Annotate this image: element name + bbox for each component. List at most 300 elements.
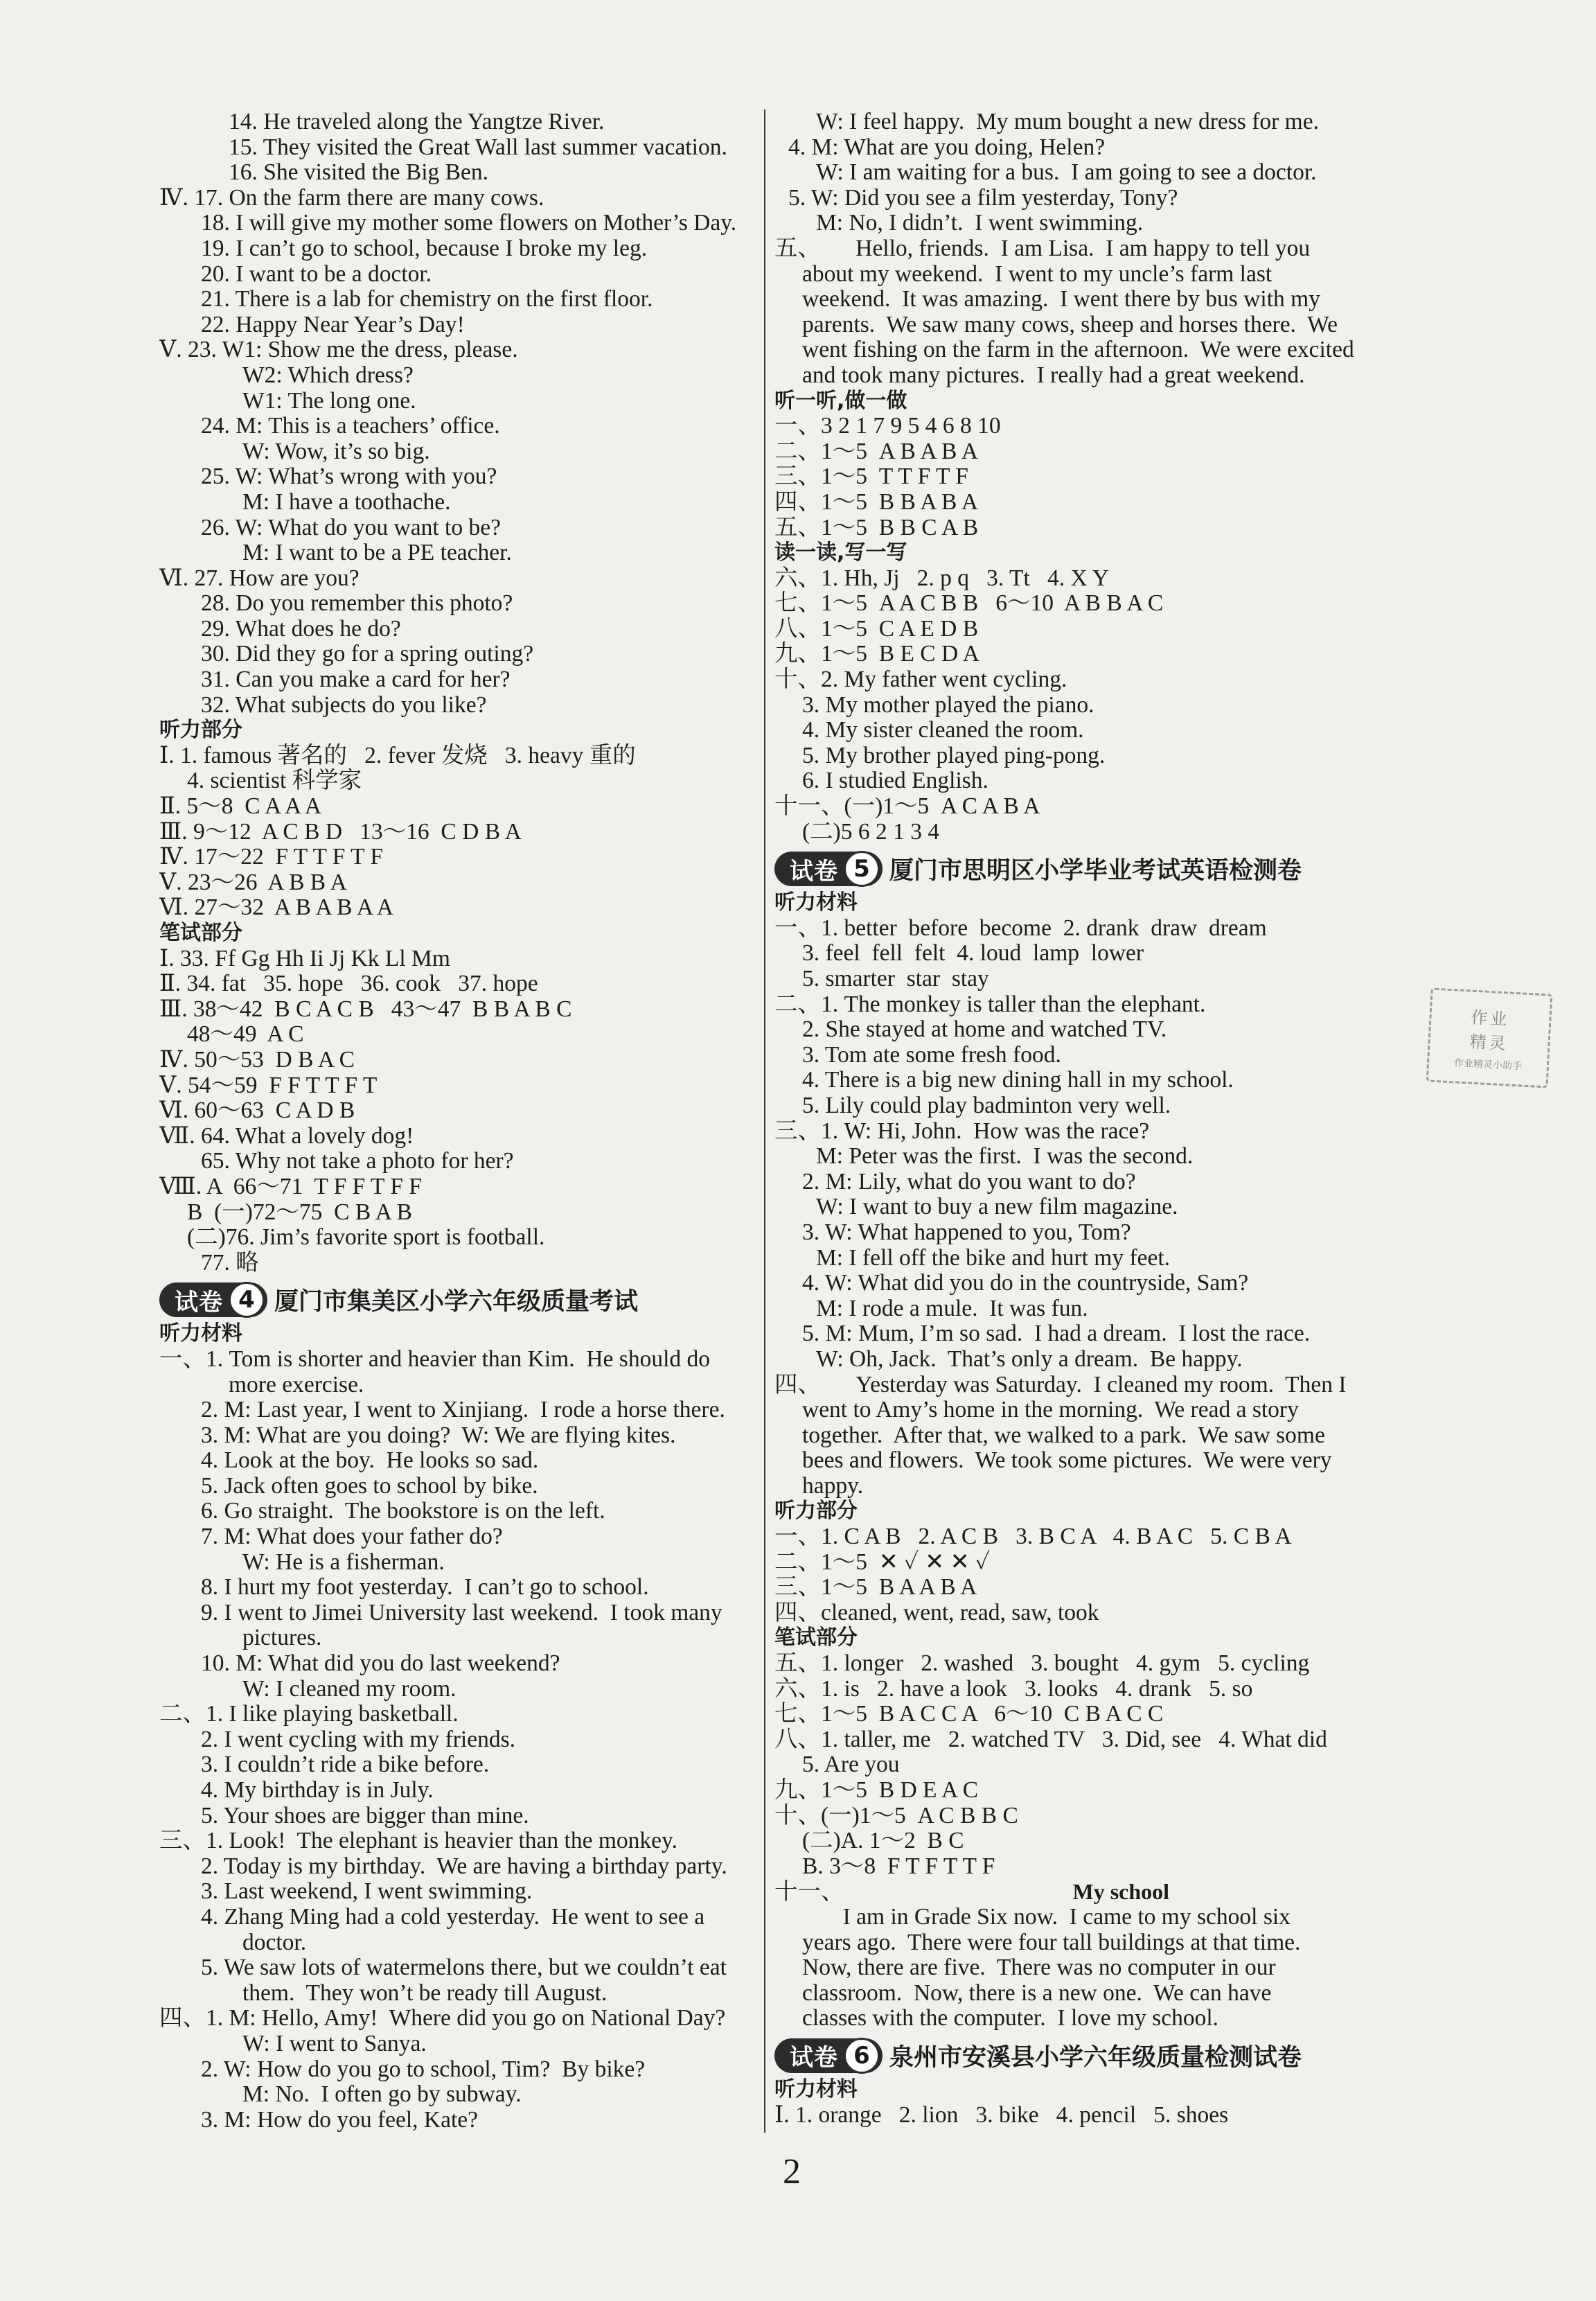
answer-line-text: doctor.: [242, 1930, 307, 1955]
answer-line-text: M: I have a toothache.: [242, 489, 451, 515]
section-heading: 笔试部分: [774, 1625, 858, 1650]
answer-line: [159, 1854, 759, 1880]
answer-line: [159, 262, 759, 288]
answer-line-text: 3. Tom ate some fresh food.: [802, 1042, 1061, 1068]
answer-line-text: W: I went to Sanya.: [242, 2031, 427, 2056]
answer-line: [774, 2006, 1436, 2031]
answer-line: [774, 186, 1436, 211]
stamp-line-2: 精灵: [1469, 1032, 1509, 1054]
answer-line-text: 14. He traveled along the Yangtze River.: [229, 109, 605, 134]
answer-line-text: years ago. There were four tall buildings at that time.: [802, 1930, 1301, 1955]
answer-line: [159, 768, 759, 794]
answer-line-text: W: He is a fisherman.: [242, 1549, 445, 1575]
answer-line-text: 22. Happy Near Year’s Day!: [201, 312, 465, 337]
answer-line: [774, 1651, 1436, 1677]
answer-line-text: bees and flowers. We took some pictures. We were very: [802, 1448, 1332, 1474]
answer-line-text: 五、1. longer 2. washed 3. bought 4. gym 5. cycling: [774, 1651, 1310, 1677]
answer-line: [774, 1955, 1436, 1981]
answer-line-text: 6. I studied English.: [802, 768, 988, 794]
answer-line: [159, 971, 759, 997]
answer-line-text: classroom. Now, there is a new one. We can have: [802, 1980, 1272, 2006]
answer-line-text: together. After that, we walked to a park. We saw some: [802, 1422, 1325, 1448]
answer-line: [774, 1727, 1436, 1753]
answer-line: [159, 211, 759, 236]
answer-line: [159, 794, 759, 820]
answer-line-text: 3. M: What are you doing? W: We are flying kites.: [201, 1422, 676, 1448]
section-heading: 听力材料: [774, 890, 858, 915]
answer-line-text: pictures.: [242, 1625, 322, 1651]
answer-line-text: 5. Are you: [802, 1752, 900, 1778]
answer-line-text: 2. Today is my birthday. We are having a birthday party.: [201, 1853, 727, 1879]
answer-line: [774, 1702, 1436, 1727]
answer-line: [159, 1727, 759, 1753]
answer-line: [159, 1778, 759, 1804]
answer-line-text: 4. Zhang Ming had a cold yesterday. He went to see a: [201, 1904, 705, 1930]
section-heading: 听力材料: [159, 1321, 242, 1346]
answer-line-text: Ⅶ. 64. What a lovely dog!: [159, 1123, 414, 1149]
answer-line-text: 8. I hurt my foot yesterday. I can’t go to school.: [201, 1575, 649, 1601]
answer-line-text: 十、2. My father went cycling.: [774, 667, 1067, 693]
answer-line-text: more exercise.: [229, 1372, 364, 1398]
answer-line: [774, 312, 1436, 338]
answer-line-text: W: Wow, it’s so big.: [242, 439, 430, 464]
test-section-banner: [159, 1280, 759, 1320]
stamp-line-3: 作业精灵小助手: [1453, 1057, 1523, 1073]
test-section-banner: [774, 2036, 1436, 2076]
answer-line: [159, 414, 759, 439]
watermark-stamp: [1426, 987, 1553, 1088]
answer-line: [159, 1174, 759, 1200]
answer-line: [159, 1225, 759, 1251]
answer-line-text: 26. W: What do you want to be?: [201, 515, 501, 540]
answer-line-text: 7. M: What does your father do?: [201, 1524, 503, 1550]
answer-line-text: 三、1. Look! The elephant is heavier than the monkey.: [159, 1828, 677, 1854]
answer-line: [774, 1398, 1436, 1423]
section-heading: 听力部分: [159, 718, 242, 743]
test-badge: [774, 852, 883, 886]
answer-line: [774, 743, 1436, 769]
answer-line: [774, 1854, 1436, 1880]
answer-line: [159, 1423, 759, 1449]
answer-line-text: went fishing on the farm in the afternoon. We were excited: [802, 337, 1354, 363]
answer-line: [774, 1828, 1436, 1854]
answer-line: [774, 1321, 1436, 1347]
page-number: 2: [783, 2152, 801, 2192]
answer-line-text: 5. Jack often goes to school by bike.: [201, 1473, 538, 1499]
answer-line-text: 5. W: Did you see a film yesterday, Tony?: [788, 185, 1178, 211]
answer-line: [159, 895, 759, 921]
answer-line: [159, 566, 759, 592]
answer-line-text: 4. Look at the boy. He looks so sad.: [201, 1448, 539, 1474]
answer-line: [774, 1677, 1436, 1702]
answer-line-text: 十一、: [774, 1879, 844, 1905]
test-title: 厦门市思明区小学毕业考试英语检测卷: [889, 857, 1302, 885]
answer-line: [159, 1981, 759, 2007]
answer-line: [159, 1048, 759, 1073]
answer-line: [774, 1220, 1436, 1246]
answer-line: [159, 1651, 759, 1677]
answer-line: [159, 540, 759, 566]
answer-line: [774, 1043, 1436, 1068]
answer-line: [159, 2006, 759, 2031]
answer-line-text: parents. We saw many cows, sheep and horses there. We: [802, 312, 1338, 337]
answer-line: [159, 1347, 759, 1373]
answer-line: [774, 1524, 1436, 1550]
answer-line-text: 三、1～5 B A A B A: [774, 1575, 977, 1601]
answer-line-text: 15. They visited the Great Wall last summer vacation.: [229, 134, 727, 160]
answer-line-text: Ⅱ. 5～8 C A A A: [159, 794, 322, 820]
answer-line-text: 5. My brother played ping-pong.: [802, 743, 1106, 768]
answer-line: [774, 820, 1436, 845]
answer-line-text: 29. What does he do?: [201, 616, 401, 642]
answer-line-text: 十一、(一)1～5 A C A B A: [774, 794, 1040, 820]
answer-line: [774, 1296, 1436, 1322]
answer-line-text: 5. We saw lots of watermelons there, but we couldn’t eat: [201, 1955, 727, 1981]
answer-line: [774, 1271, 1436, 1296]
test-number-circle: 6: [844, 2038, 880, 2074]
answer-line-text: 三、1～5 T T F T F: [774, 464, 968, 490]
answer-line: [774, 490, 1436, 515]
answer-line-text: Ⅵ. 60～63 C A D B: [159, 1098, 355, 1124]
answer-line-text: them. They won’t be ready till August.: [242, 1980, 608, 2006]
section-heading: 读一读,写一写: [774, 540, 907, 565]
answer-line-text: 4. scientist 科学家: [187, 768, 362, 794]
test-badge-label: 试卷: [175, 1288, 223, 1316]
right-column: [774, 109, 1436, 2128]
answer-line: [774, 941, 1436, 967]
answer-line-text: 六、1. Hh, Jj 2. p q 3. Tt 4. X Y: [774, 565, 1109, 591]
answer-line-text: and took many pictures. I really had a great weekend.: [802, 362, 1305, 388]
answer-line-text: W: I feel happy. My mum bought a new dress for me.: [816, 109, 1319, 134]
answer-line-text: 2. W: How do you go to school, Tim? By bike?: [201, 2056, 646, 2082]
answer-line-text: 2. M: Last year, I went to Xinjiang. I rode a horse there.: [201, 1398, 725, 1423]
answer-line-text: W: I am waiting for a bus. I am going to see a doctor.: [816, 160, 1317, 186]
answer-line: [774, 160, 1436, 186]
answer-line-text: W1: The long one.: [242, 388, 416, 414]
answer-line: [774, 135, 1436, 161]
answer-line-text: W: I want to buy a new film magazine.: [816, 1194, 1178, 1220]
answer-line: [159, 1448, 759, 1474]
answer-line-text: 24. M: This is a teachers’ office.: [201, 414, 500, 439]
answer-line: [159, 1398, 759, 1423]
answer-line-text: Ⅲ. 9～12 A C B D 13～16 C D B A: [159, 819, 522, 845]
section-heading: 听一听,做一做: [774, 388, 907, 413]
answer-line-text: 一、3 2 1 7 9 5 4 6 8 10: [774, 414, 1001, 439]
answer-line: [159, 160, 759, 186]
answer-line-text: 五、1～5 B B C A B: [774, 515, 979, 540]
answer-line-text: 6. Go straight. The bookstore is on the left.: [201, 1499, 605, 1524]
answer-line: [774, 1905, 1436, 1930]
answer-line: [159, 617, 759, 642]
left-column: [159, 109, 759, 2133]
answer-line: [159, 186, 759, 211]
answer-line: [774, 2103, 1436, 2128]
answer-line: [774, 992, 1436, 1018]
answer-line: [774, 1170, 1436, 1195]
test-number-circle: 5: [844, 851, 880, 887]
answer-line-text: 七、1～5 A A C B B 6～10 A B B A C: [774, 591, 1164, 617]
answer-line-text: 77. 略: [201, 1250, 259, 1276]
answer-line: [774, 236, 1436, 262]
answer-line-text: weekend. It was amazing. I went there by bus with my: [802, 287, 1320, 312]
answer-line: [774, 967, 1436, 992]
answer-line-text: 一、1. C A B 2. A C B 3. B C A 4. B A C 5. C B A: [774, 1524, 1292, 1550]
test-title: 泉州市安溪县小学六年级质量检测试卷: [889, 2043, 1302, 2072]
answer-line: [159, 642, 759, 667]
answer-line-text: 20. I want to be a doctor.: [201, 261, 432, 287]
answer-line-text: B. 3～8 F T F T T F: [802, 1853, 995, 1879]
answer-line-text: 2. M: Lily, what do you want to do?: [802, 1169, 1136, 1194]
answer-line: [159, 135, 759, 161]
answer-line-text: 3. I couldn’t ride a bike before.: [201, 1752, 490, 1778]
answer-line-text: 5. Your shoes are bigger than mine.: [201, 1803, 529, 1828]
answer-line-text: I am in Grade Six now. I came to my school six: [802, 1904, 1291, 1930]
section-heading: 笔试部分: [159, 921, 242, 945]
answer-line-text: 四、1～5 B B A B A: [774, 489, 979, 515]
answer-line: [774, 287, 1436, 312]
answer-line-text: 七、1～5 B A C C A 6～10 C B A C C: [774, 1702, 1164, 1727]
answer-line: [159, 667, 759, 693]
answer-line: [159, 1149, 759, 1174]
answer-line: [159, 1601, 759, 1626]
answer-line-text: 48～49 A C: [187, 1022, 304, 1048]
answer-line-text: 3. feel fell felt 4. loud lamp lower: [802, 941, 1144, 967]
test-number-circle: 4: [229, 1282, 265, 1318]
answer-line-text: 10. M: What did you do last weekend?: [201, 1651, 560, 1677]
answer-line-text: about my weekend. I went to my uncle’s farm last: [802, 261, 1273, 287]
test-badge: [774, 2038, 883, 2073]
answer-line-text: 二、1～5 ✕ ✓ ✕ ✕ ✓: [774, 1549, 991, 1575]
answer-line-text: 八、1～5 C A E D B: [774, 616, 979, 642]
answer-line: [774, 515, 1436, 541]
answer-line-text: 5. Lily could play badminton very well.: [802, 1093, 1171, 1118]
answer-line: [159, 1524, 759, 1550]
section-heading: 听力材料: [774, 2077, 858, 2101]
answer-line-text: 3. M: How do you feel, Kate?: [201, 2107, 479, 2133]
answer-line: [774, 1752, 1436, 1778]
answer-line: [774, 1879, 1436, 1905]
test-badge-label: 试卷: [790, 2044, 838, 2072]
answer-line-text: M: I want to be a PE teacher.: [242, 540, 512, 566]
answer-line-text: 四、1. M: Hello, Amy! Where did you go on National Day?: [159, 2006, 726, 2031]
answer-line-text: Ⅳ. 17～22 F T T F T F: [159, 845, 383, 870]
answer-line-text: M: No, I didn’t. I went swimming.: [816, 211, 1144, 236]
answer-line-text: 3. W: What happened to you, Tom?: [802, 1219, 1131, 1245]
answer-line-text: 3. Last weekend, I went swimming.: [201, 1879, 533, 1905]
answer-line: [774, 1448, 1436, 1474]
answer-line-text: 十、(一)1～5 A C B B C: [774, 1803, 1018, 1828]
answer-line-text: 9. I went to Jimei University last weekend. I took many: [201, 1600, 722, 1625]
answer-line: [159, 1752, 759, 1778]
answer-line-text: (二)76. Jim’s favorite sport is football.: [187, 1225, 545, 1251]
answer-line: [774, 1144, 1436, 1170]
answer-line-text: 4. There is a big new dining hall in my school.: [802, 1068, 1234, 1093]
answer-line: [774, 1601, 1436, 1626]
answer-line-text: 2. I went cycling with my friends.: [201, 1727, 516, 1752]
answer-line: [159, 515, 759, 541]
answer-line-text: 四、cleaned, went, read, saw, took: [774, 1600, 1099, 1625]
answer-line: [159, 337, 759, 363]
answer-line: [159, 1575, 759, 1601]
answer-line: [159, 109, 759, 135]
answer-line-text: Ⅰ. 33. Ff Gg Hh Ii Jj Kk Ll Mm: [159, 946, 450, 971]
answer-line-text: Ⅳ. 50～53 D B A C: [159, 1047, 355, 1073]
test-section-banner: [774, 849, 1436, 889]
answer-line: [774, 617, 1436, 642]
answer-line: [774, 1017, 1436, 1043]
answer-line-text: W: Oh, Jack. That’s only a dream. Be happy.: [816, 1346, 1243, 1372]
answer-line: [774, 693, 1436, 718]
answer-line-text: M: Peter was the first. I was the second.: [816, 1144, 1194, 1170]
answer-line: [159, 1499, 759, 1524]
answer-line: [774, 1778, 1436, 1804]
test-badge: [159, 1282, 267, 1317]
answer-line: [774, 1804, 1436, 1829]
answer-line-text: Ⅴ. 23～26 A B B A: [159, 870, 347, 895]
answer-line: [159, 2031, 759, 2057]
answer-line: [159, 1022, 759, 1048]
answer-line: [774, 211, 1436, 236]
answer-line: [159, 1073, 759, 1099]
answer-line: [159, 1955, 759, 1981]
answer-line: [774, 1194, 1436, 1220]
answer-line-text: Ⅱ. 34. fat 35. hope 36. cook 37. hope: [159, 971, 538, 997]
answer-line: [159, 820, 759, 845]
answer-line-text: Ⅷ. A 66～71 T F F T F F: [159, 1174, 422, 1199]
answer-line-text: 21. There is a lab for chemistry on the first floor.: [201, 287, 653, 312]
answer-line: [159, 363, 759, 389]
stamp-line-1: 作业: [1470, 1007, 1511, 1030]
answer-line: [159, 1550, 759, 1576]
answer-line: [159, 1124, 759, 1149]
answer-line: [774, 718, 1436, 743]
answer-line: [159, 1200, 759, 1226]
answer-line-text: Ⅰ. 1. orange 2. lion 3. bike 4. pencil 5. shoes: [774, 2102, 1229, 2128]
answer-line: [159, 287, 759, 312]
answer-line: [159, 591, 759, 617]
answer-line: [159, 693, 759, 718]
answer-line: [159, 1677, 759, 1702]
answer-line: [774, 1068, 1436, 1093]
answer-line: [774, 464, 1436, 490]
answer-line: [159, 1373, 759, 1398]
answer-line-text: 5. M: Mum, I’m so sad. I had a dream. I lost the race.: [802, 1321, 1311, 1347]
answer-line: [159, 1930, 759, 1956]
answer-line-text: Ⅲ. 38～42 B C A C B 43～47 B B A B C: [159, 996, 572, 1022]
answer-line: [774, 1373, 1436, 1398]
answer-line-text: W2: Which dress?: [242, 362, 414, 388]
essay-title: My school: [1072, 1879, 1170, 1905]
answer-line-text: 二、1～5 A B A B A: [774, 439, 979, 464]
answer-line: [159, 1879, 759, 1905]
answer-line: [159, 1474, 759, 1499]
answer-line: [774, 1474, 1436, 1499]
answer-line-text: 五、 Hello, friends. I am Lisa. I am happy to tell you: [774, 236, 1311, 261]
answer-line: [774, 109, 1436, 135]
section-heading: 听力部分: [774, 1499, 858, 1524]
answer-line: [159, 1625, 759, 1651]
answer-line: [774, 768, 1436, 794]
answer-line-text: M: No. I often go by subway.: [242, 2082, 522, 2108]
answer-line: [159, 236, 759, 262]
answer-line-text: 3. My mother played the piano.: [802, 692, 1094, 718]
answer-line-text: 30. Did they go for a spring outing?: [201, 642, 534, 667]
answer-line-text: 18. I will give my mother some flowers on Mother’s Day.: [201, 211, 737, 236]
answer-line-text: 19. I can’t go to school, because I broke my leg.: [201, 236, 648, 261]
answer-line-text: went to Amy’s home in the morning. We read a story: [802, 1398, 1299, 1423]
answer-line: [774, 566, 1436, 592]
answer-line: [159, 1098, 759, 1124]
answer-line-text: 25. W: What’s wrong with you?: [201, 464, 497, 490]
answer-line-text: Ⅵ. 27～32 A B A B A A: [159, 895, 394, 921]
answer-line: [159, 997, 759, 1023]
answer-line: [159, 490, 759, 515]
answer-line-text: 二、1. I like playing basketball.: [159, 1702, 459, 1727]
answer-line: [159, 946, 759, 972]
answer-line-text: 28. Do you remember this photo?: [201, 591, 513, 617]
answer-line-text: Ⅵ. 27. How are you?: [159, 565, 360, 591]
answer-line: [774, 439, 1436, 465]
answer-line-text: 2. She stayed at home and watched TV.: [802, 1017, 1167, 1043]
answer-line-text: Ⅴ. 23. W1: Show me the dress, please.: [159, 337, 518, 363]
answer-line-text: 16. She visited the Big Ben.: [229, 160, 488, 186]
answer-line: [159, 743, 759, 769]
answer-line: [774, 1347, 1436, 1373]
answer-line: [159, 1251, 759, 1276]
answer-line-text: 65. Why not take a photo for her?: [201, 1149, 514, 1174]
answer-line: [774, 363, 1436, 389]
answer-line-text: (二)5 6 2 1 3 4: [802, 819, 940, 845]
answer-line-text: Ⅴ. 54～59 F F T T F T: [159, 1073, 378, 1098]
answer-line-text: 5. smarter star stay: [802, 967, 989, 991]
test-title: 厦门市集美区小学六年级质量考试: [274, 1288, 639, 1316]
answer-line-text: 二、1. The monkey is taller than the elephant.: [774, 991, 1206, 1017]
answer-line: [159, 1905, 759, 1930]
answer-line-text: 三、1. W: Hi, John. How was the race?: [774, 1118, 1150, 1144]
answer-line-text: W: I cleaned my room.: [242, 1676, 456, 1702]
answer-line: [774, 794, 1436, 820]
answer-line-text: 4. My birthday is in July.: [201, 1778, 434, 1803]
answer-line: [774, 1119, 1436, 1145]
answer-line: [774, 642, 1436, 667]
test-badge-label: 试卷: [790, 857, 838, 885]
answer-line: [774, 1246, 1436, 1271]
answer-line: [159, 439, 759, 465]
answer-line: [774, 1930, 1436, 1956]
answer-line-text: 九、1～5 B E C D A: [774, 642, 979, 667]
answer-line-text: 4. My sister cleaned the room.: [802, 718, 1084, 743]
answer-line: [774, 1550, 1436, 1576]
answer-line-text: M: I fell off the bike and hurt my feet.: [816, 1245, 1171, 1271]
answer-line-text: 一、1. better before become 2. drank draw dream: [774, 915, 1267, 941]
answer-line-text: 八、1. taller, me 2. watched TV 3. Did, see 4. What did: [774, 1727, 1327, 1752]
answer-line: [159, 870, 759, 896]
answer-line: [774, 1981, 1436, 2007]
answer-line-text: 31. Can you make a card for her?: [201, 667, 511, 693]
answer-line-text: Ⅰ. 1. famous 著名的 2. fever 发烧 3. heavy 重的: [159, 743, 636, 768]
answer-line-text: 32. What subjects do you like?: [201, 692, 487, 718]
answer-line-text: M: I rode a mule. It was fun.: [816, 1296, 1088, 1321]
answer-line: [159, 312, 759, 338]
answer-line: [774, 591, 1436, 617]
column-divider: [764, 109, 765, 2133]
answer-line: [774, 667, 1436, 693]
answer-line: [159, 1804, 759, 1829]
answer-line-text: happy.: [802, 1473, 864, 1499]
answer-line: [159, 464, 759, 490]
answer-line-text: Ⅳ. 17. On the farm there are many cows.: [159, 185, 544, 211]
answer-line-text: 六、1. is 2. have a look 3. looks 4. drank 5. so: [774, 1676, 1253, 1702]
